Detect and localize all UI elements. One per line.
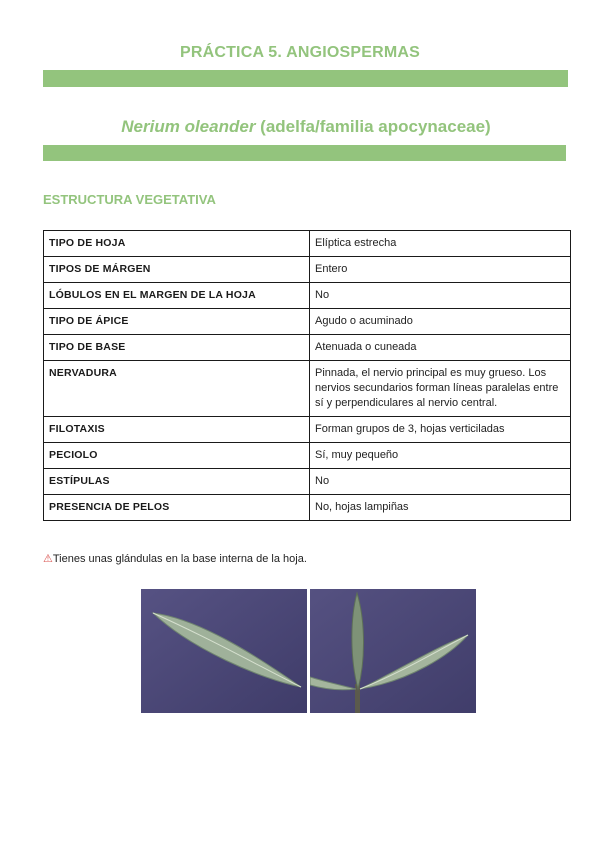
trait-value: No — [310, 283, 571, 309]
table-row — [44, 495, 571, 521]
trait-value: No, hojas lampiñas — [310, 495, 571, 521]
table-row — [44, 283, 571, 309]
note — [43, 552, 307, 565]
leaf-photo-single — [141, 589, 307, 713]
trait-value: Agudo o acuminado — [310, 309, 571, 335]
table-row — [44, 335, 571, 361]
table-row — [44, 469, 571, 495]
trait-value: Atenuada o cuneada — [310, 335, 571, 361]
trait-name: PRESENCIA DE PELOS — [44, 495, 310, 521]
table-row — [44, 361, 571, 417]
section-title: ESTRUCTURA VEGETATIVA — [43, 192, 216, 207]
page-title: PRÁCTICA 5. ANGIOSPERMAS — [179, 44, 421, 61]
trait-name: PECIOLO — [44, 443, 310, 469]
title-divider-bar — [43, 70, 568, 87]
trait-name: NERVADURA — [44, 361, 310, 417]
table-row — [44, 257, 571, 283]
species-latin-name: Nerium oleander — [121, 117, 256, 136]
leaf-photo-whorl-graphic — [310, 589, 476, 713]
table-row — [44, 417, 571, 443]
leaf-photo-whorl — [310, 589, 476, 713]
trait-name: TIPOS DE MÁRGEN — [44, 257, 310, 283]
trait-value: Sí, muy pequeño — [310, 443, 571, 469]
table-row — [44, 231, 571, 257]
trait-value: Entero — [310, 257, 571, 283]
trait-value: Pinnada, el nervio principal es muy grueso. Los nervios secundarios forman líneas paralelas entre sí y perpendiculares al nervio central. — [310, 361, 571, 417]
species-heading — [0, 117, 600, 137]
trait-name: TIPO DE HOJA — [44, 231, 310, 257]
trait-name: ESTÍPULAS — [44, 469, 310, 495]
trait-value: Forman grupos de 3, hojas verticiladas — [310, 417, 571, 443]
traits-table — [43, 230, 571, 521]
trait-name: TIPO DE BASE — [44, 335, 310, 361]
trait-name: LÓBULOS EN EL MARGEN DE LA HOJA — [44, 283, 310, 309]
trait-name: FILOTAXIS — [44, 417, 310, 443]
table-row — [44, 443, 571, 469]
note-text: Tienes unas glándulas en la base interna de la hoja. — [52, 553, 307, 565]
trait-value: No — [310, 469, 571, 495]
warning-icon: ⚠ — [43, 553, 53, 565]
trait-name: TIPO DE ÁPICE — [44, 309, 310, 335]
species-common-name: (adelfa/familia apocynaceae) — [260, 117, 491, 136]
leaf-photo-single-graphic — [141, 589, 307, 713]
trait-value: Elíptica estrecha — [310, 231, 571, 257]
table-row — [44, 309, 571, 335]
species-divider-bar — [43, 145, 566, 161]
